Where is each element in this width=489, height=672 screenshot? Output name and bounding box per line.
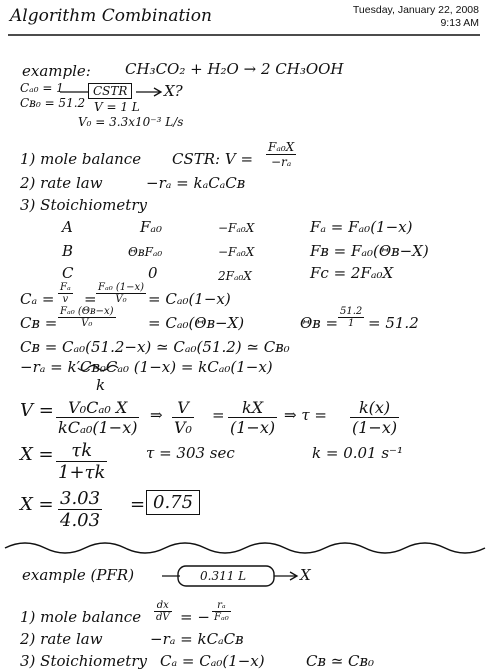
rate-law-equation: −rₐ = kₐCₐCʙ bbox=[146, 174, 246, 192]
implies-tau: ⇒ τ = bbox=[284, 406, 327, 424]
table-feed: Fₐ₀ bbox=[140, 218, 163, 236]
stoichiometry-label: 3) Stoichiometry bbox=[20, 196, 147, 214]
rate-expression: −rₐ = k′Cʙ₀Cₐ₀ (1−x) = kCₐ₀(1−x) bbox=[20, 358, 273, 376]
example-label: example: bbox=[22, 62, 91, 80]
pfr-x-out: X bbox=[300, 566, 311, 584]
pfr-ca: Cₐ = Cₐ₀(1−x) bbox=[160, 652, 265, 670]
table-feed: 0 bbox=[148, 264, 158, 282]
mole-balance-fraction: $\frac{\text{Fₐ₀X}}{\text{−rₐ}}$ bbox=[268, 140, 295, 169]
page-title: Algorithm Combination bbox=[10, 6, 212, 26]
x-lhs: X = bbox=[20, 444, 54, 465]
ca-rhs: = Cₐ₀(1−x) bbox=[148, 290, 231, 308]
cb-lhs: Cʙ = bbox=[20, 314, 58, 332]
equals-sign: = bbox=[130, 494, 146, 515]
table-change: 2Fₐ₀X bbox=[218, 269, 252, 283]
space-time-fraction: $\frac{V}{\text{V₀}}$ bbox=[174, 398, 192, 437]
ca-fraction-1: $\frac{\text{Fₐ}}{v}$ bbox=[60, 282, 71, 305]
mole-balance-cstr: CSTR: V = bbox=[172, 150, 254, 168]
table-exit: Fc = 2Fₐ₀X bbox=[310, 264, 394, 282]
cstr-label: CSTR bbox=[88, 85, 132, 97]
ca-fraction-2: $\frac{\text{Fₐ₀ (1−x)}}{\text{V₀}}$ bbox=[98, 282, 145, 305]
pfr-dx-dv: $\frac{dx}{dV}$ bbox=[156, 600, 170, 623]
pfr-rate-fraction: $\frac{\text{rₐ}}{\text{Fₐ₀}}$ bbox=[214, 600, 229, 623]
equals-sign: = bbox=[84, 290, 97, 308]
page-date: Tuesday, January 22, 2008 bbox=[352, 4, 479, 16]
reaction-equation: CH₃CO₂ + H₂O → 2 CH₃OOH bbox=[125, 60, 344, 78]
design-equation-fraction: V₀Cₐ₀ X kCₐ₀(1−x) bbox=[58, 398, 138, 437]
table-exit: Fʙ = Fₐ₀(Θʙ−X) bbox=[310, 242, 429, 260]
page-time: 9:13 AM bbox=[440, 17, 479, 29]
cb-rhs: = Cₐ₀(Θʙ−X) bbox=[148, 314, 245, 332]
table-species: B bbox=[62, 242, 74, 260]
conversion-fraction: $\frac{kX}{(1-x)}$ bbox=[230, 398, 276, 437]
vo-value: V₀ = 3.3x10⁻³ L/s bbox=[78, 115, 184, 129]
theta-rhs: = 51.2 bbox=[368, 314, 419, 332]
cao-value: Cₐ₀ = 1 bbox=[20, 81, 64, 95]
ca-lhs: Cₐ = bbox=[20, 290, 55, 308]
pfr-rate-law-equation: −rₐ = kCₐCʙ bbox=[150, 630, 244, 648]
table-change: −Fₐ₀X bbox=[218, 221, 255, 235]
tau-fraction: $\frac{k(x)}{(1-x)}$ bbox=[352, 398, 398, 437]
tau-value: τ = 303 sec bbox=[146, 444, 235, 462]
theta-lhs: Θʙ = bbox=[300, 314, 339, 332]
table-feed: ΘʙFₐ₀ bbox=[128, 245, 163, 259]
table-exit: Fₐ = Fₐ₀(1−x) bbox=[310, 218, 413, 236]
pfr-example-label: example (PFR) bbox=[22, 566, 135, 584]
mole-balance-label: 1) mole balance bbox=[20, 150, 142, 168]
lumped-k: k bbox=[96, 376, 106, 394]
x-fraction: $\frac{\tau k}{1+\tau k}$ bbox=[58, 440, 106, 483]
pfr-rate-law-label: 2) rate law bbox=[20, 630, 103, 648]
table-species: A bbox=[62, 218, 73, 236]
pfr-stoichiometry-label: 3) Stoichiometry bbox=[20, 652, 147, 670]
x2-fraction: $\frac{3.03}{4.03}$ bbox=[60, 488, 101, 531]
pfr-cb: Cʙ ≃ Cʙ₀ bbox=[306, 652, 374, 670]
cb-approximation: Cʙ = Cₐ₀(51.2−x) ≃ Cₐ₀(51.2) ≃ Cʙ₀ bbox=[20, 338, 290, 356]
v-lhs: V = bbox=[20, 400, 54, 421]
pfr-mb-equals: = − bbox=[180, 608, 210, 626]
implies-arrow: ⇒ bbox=[150, 406, 163, 424]
section-divider bbox=[5, 543, 485, 553]
equals-sign: = bbox=[212, 406, 225, 424]
cb-fraction: $\frac{\text{Fₐ₀ (Θʙ−x)}}{\text{V₀}}$ bbox=[60, 306, 114, 329]
cbo-value: Cʙ₀ = 51.2 bbox=[20, 96, 86, 110]
x2-lhs: X = bbox=[20, 494, 54, 515]
k-value: k = 0.01 s⁻¹ bbox=[312, 444, 403, 462]
theta-fraction: $\frac{51.2}{1}$ bbox=[340, 306, 363, 329]
x-query: X? bbox=[164, 82, 183, 100]
answer-box: 0.75 bbox=[146, 490, 200, 515]
reactor-volume: V = 1 L bbox=[94, 100, 140, 114]
rate-law-label: 2) rate law bbox=[20, 174, 103, 192]
table-change: −Fₐ₀X bbox=[218, 245, 255, 259]
table-species: C bbox=[62, 264, 74, 282]
pfr-volume: 0.311 L bbox=[200, 569, 247, 583]
pfr-mole-balance-label: 1) mole balance bbox=[20, 608, 142, 626]
